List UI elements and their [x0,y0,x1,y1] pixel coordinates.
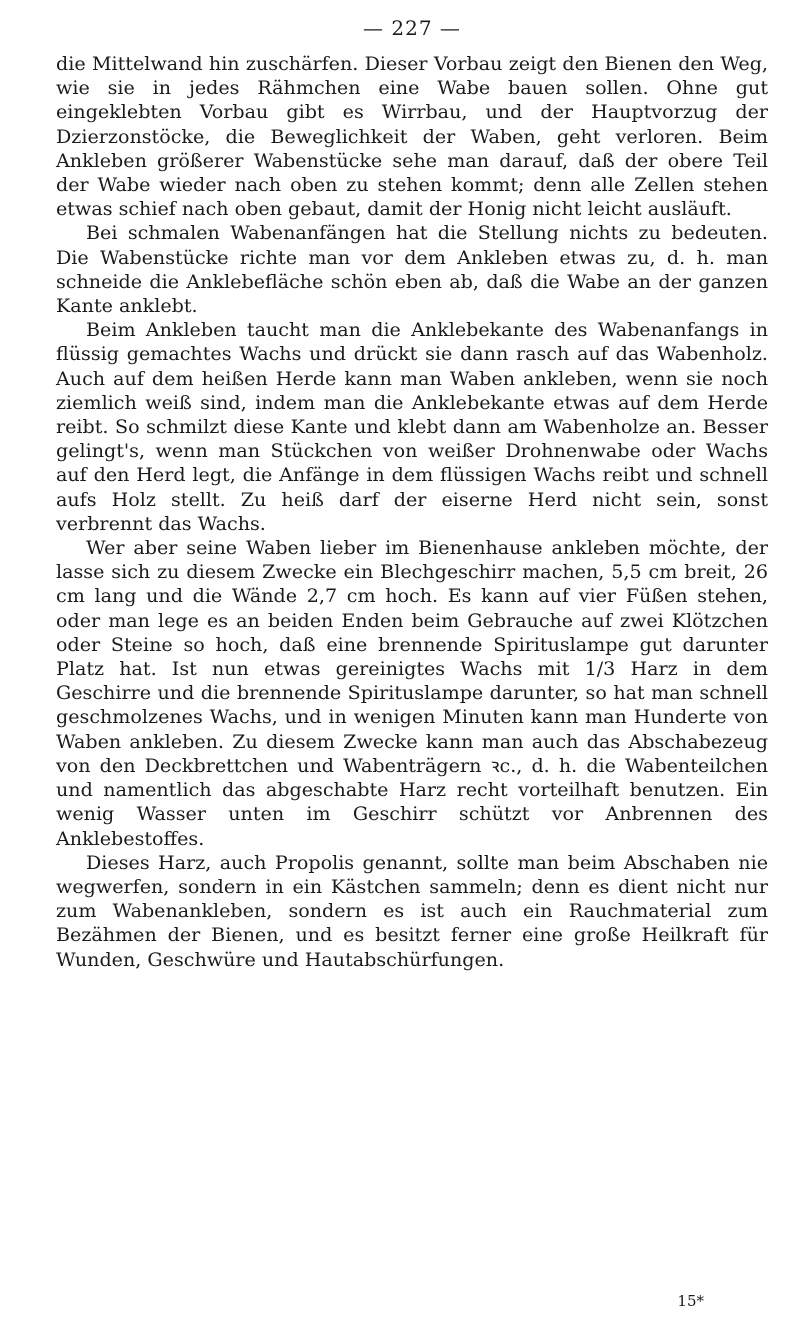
paragraph-4: Wer aber seine Waben lieber im Bienenhause ankleben möchte, der lasse sich zu diesem Zwecke ein Blechgeschirr machen, 5,5 cm breit, 26 cm lang und die Wände 2,7 cm hoch. Es kann auf vier Füßen stehen, oder man lege es an beiden Enden beim Gebrauche auf zwei Klötzchen oder Steine so hoch, daß eine brennende Spirituslampe gut darunter Platz hat. Ist nun etwas gereinigtes Wachs mit 1/3 Harz in dem Geschirre und die brennende Spirituslampe darunter, so hat man schnell geschmolzenes Wachs, und in wenigen Minuten kann man Hunderte von Waben ankleben. Zu diesem Zwecke kann man auch das Abschabezeug von den Deckbrettchen und Wabenträgern ꝛc., d. h. die Wabenteilchen und namentlich das abgeschabte Harz recht vorteilhaft benutzen. Ein wenig Wasser unten im Geschirr schützt vor Anbrennen des Anklebestoffes. [56,536,768,850]
book-page [56,14,768,1314]
paragraph-5: Dieses Harz, auch Propolis genannt, sollte man beim Abschaben nie wegwerfen, sondern in ein Kästchen sammeln; denn es dient nicht nur zum Wabenankleben, sondern es ist auch ein Rauchmaterial zum Bezähmen der Bienen, und es besitzt ferner eine große Heilkraft für Wunden, Geschwüre und Hautabschürfungen. [56,850,768,971]
signature-mark: 15* [677,1292,704,1310]
paragraph-1: die Mittelwand hin zuschärfen. Dieser Vorbau zeigt den Bienen den Weg, wie sie in jedes Rähmchen eine Wabe bauen sollen. Ohne gut eingeklebten Vorbau gibt es Wirrbau, und der Hauptvorzug der Dzierzonstöcke, die Beweglichkeit der Waben, geht verloren. Beim Ankleben größerer Wabenstücke sehe man darauf, daß der obere Teil der Wabe wieder nach oben zu stehen kommt; denn alle Zellen stehen etwas schief nach oben gebaut, damit der Honig nicht leicht ausläuft. [56,52,768,221]
paragraph-3: Beim Ankleben taucht man die Anklebekante des Wabenanfangs in flüssig gemachtes Wachs und drückt sie dann rasch auf das Wabenholz. Auch auf dem heißen Herde kann man Waben ankleben, wenn sie noch ziemlich weiß sind, indem man die Anklebekante etwas auf dem Herde reibt. So schmilzt diese Kante und klebt dann am Wabenholze an. Besser gelingt's, wenn man Stückchen von weißer Drohnenwabe oder Wachs auf den Herd legt, die Anfänge in dem flüssigen Wachs reibt und schnell aufs Holz stellt. Zu heiß darf der eiserne Herd nicht sein, sonst verbrennt das Wachs. [56,318,768,535]
page-number: — 227 — [363,16,461,40]
paragraph-2: Bei schmalen Wabenanfängen hat die Stellung nichts zu bedeuten. Die Wabenstücke richte man vor dem Ankleben etwas zu, d. h. man schneide die Anklebefläche schön eben ab, daß die Wabe an der ganzen Kante anklebt. [56,221,768,318]
